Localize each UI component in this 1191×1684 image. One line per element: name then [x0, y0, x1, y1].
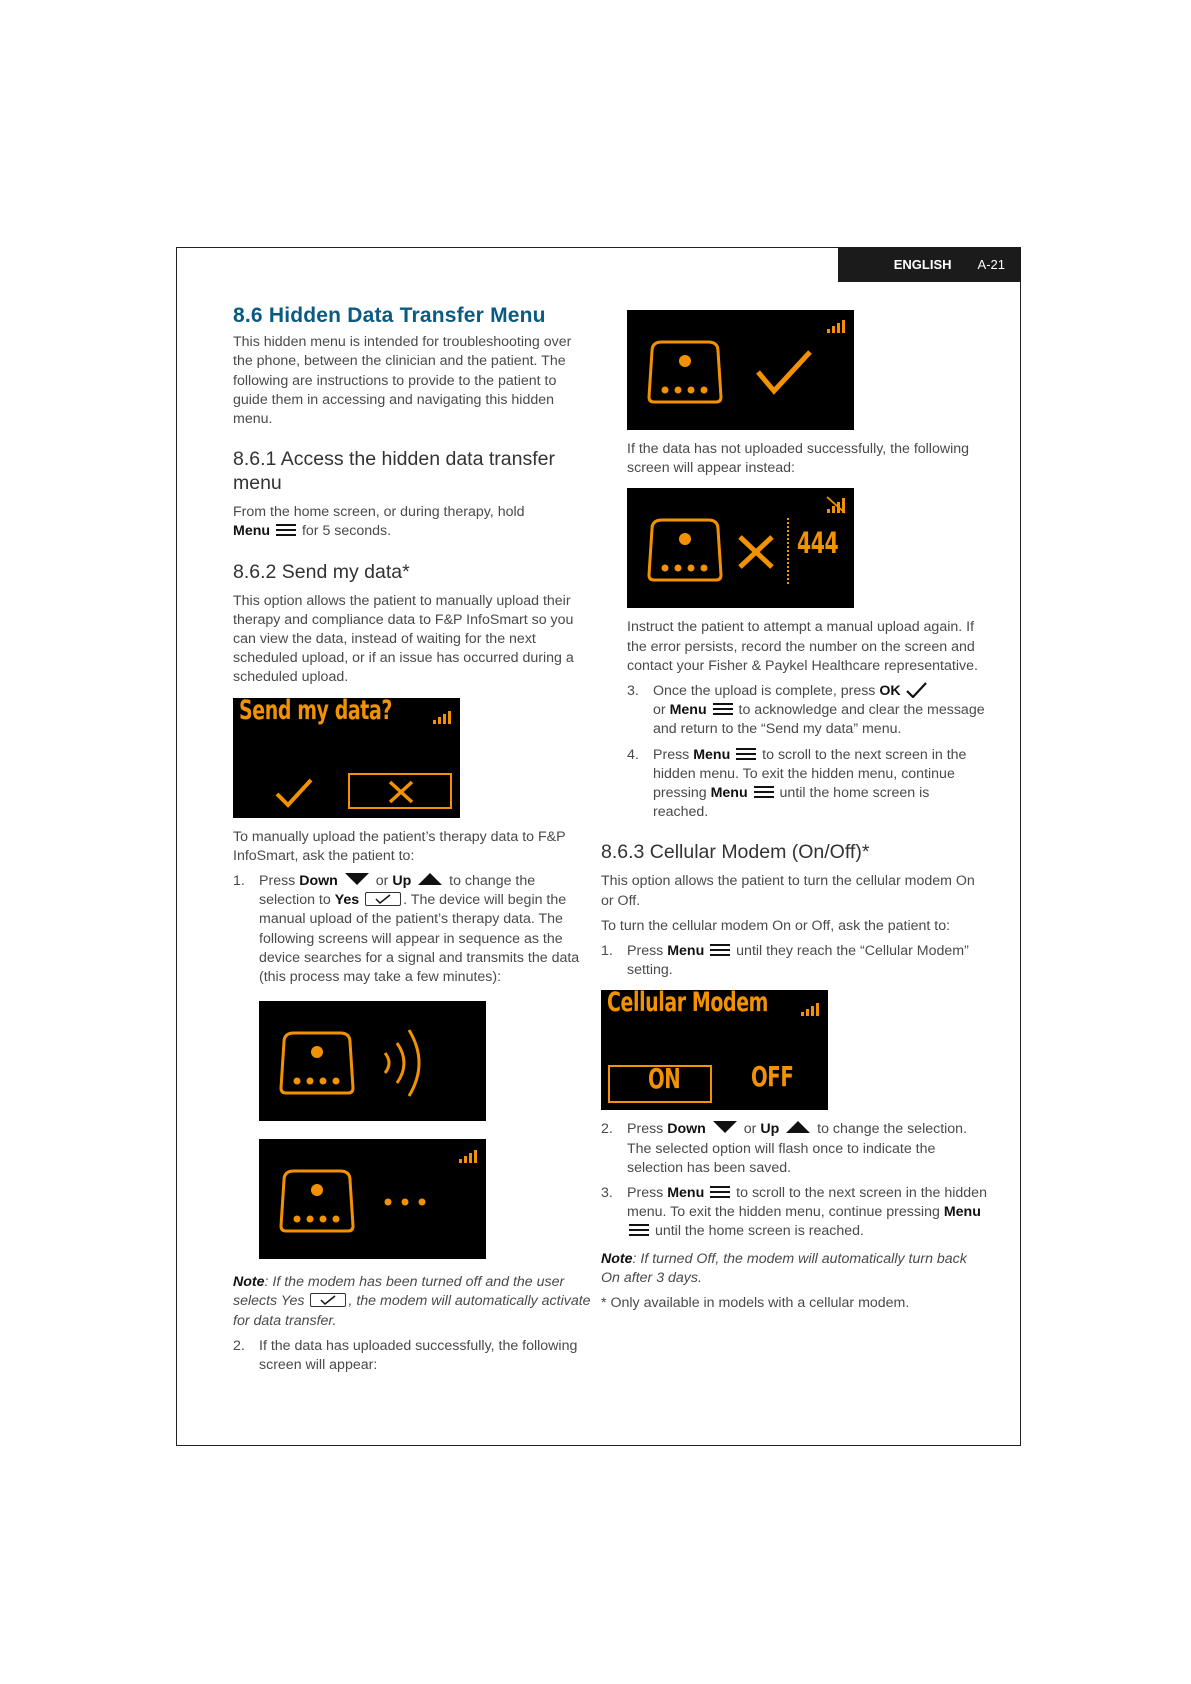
- signal-strength-icon: [433, 711, 451, 724]
- subsection-863-body: [601, 872, 987, 1313]
- subsection-862-intro: This option allows the patient to manually upload their therapy and compliance data to F&P InfoSmart so you can view the data, instead of waiting for the next scheduled upload, or if an issue has occurred during a scheduled upload.: [233, 592, 574, 686]
- no-signal-icon: [826, 496, 846, 514]
- send-my-data-screen-title: Send my data?: [239, 694, 392, 726]
- device-icon: [646, 339, 724, 405]
- menu-icon: [710, 1186, 730, 1198]
- upload-success-screen: [627, 310, 854, 430]
- up-arrow-icon: [418, 873, 442, 885]
- modem-step-3: 3. Press Menu to scroll to the next screen in the hidden menu. To exit the hidden menu, continue pressing Menu until the home screen is reached.: [601, 1185, 987, 1240]
- section-title: 8.6 Hidden Data Transfer Menu: [233, 304, 546, 327]
- selected-on-box: [608, 1062, 712, 1103]
- footnote: * Only available in models with a cellular modem.: [601, 1295, 910, 1312]
- yes-check-button-icon: [365, 892, 401, 906]
- subsection-863-intro: This option allows the patient to turn the cellular modem On or Off.: [601, 873, 975, 909]
- signal-strength-icon: [827, 320, 845, 333]
- upload-failure-screen: [627, 488, 854, 608]
- selected-no-box: [348, 773, 452, 809]
- send-data-step-1: 1. Press Down or Up to change the selection to Yes . The device will begin the manual upload of the patient’s therapy data. The following screens will appear in sequence as the device searches for a signal and transmits the data (this process may take a few minutes):: [233, 873, 580, 986]
- send-my-data-screen: [233, 694, 460, 818]
- cross-icon: [388, 780, 414, 804]
- signal-strength-icon: [801, 1003, 819, 1016]
- subsection-863-title: 8.6.3 Cellular Modem (On/Off)*: [601, 841, 870, 864]
- intro-text: This hidden menu is intended for troubleshooting over the phone, between the clinician and the patient. The following are instructions to provide to the patient to guide them in accessing and navigating this hidden menu.: [233, 334, 572, 428]
- down-arrow-icon: [713, 1121, 737, 1133]
- screen-divider: [787, 518, 789, 584]
- modem-steps: [601, 942, 987, 980]
- checkmark-icon: [275, 778, 313, 808]
- send-data-steps-continued: [233, 1337, 593, 1375]
- searching-signal-screen: [259, 1001, 486, 1121]
- send-data-step-4: 4. Press Menu to scroll to the next screen in the hidden menu. To exit the hidden menu, continue pressing Menu until the home screen is reached.: [627, 746, 967, 821]
- menu-icon: [736, 748, 756, 760]
- send-data-steps-final: [627, 682, 987, 822]
- send-data-step-3: 3. Once the upload is complete, press OK or Menu to acknowledge and clear the message and return to the “Send my data” menu.: [627, 683, 985, 738]
- subsection-861-text: From the home screen, or during therapy, hold Menu for 5 seconds.: [233, 504, 525, 540]
- progress-dots-icon: [383, 1197, 433, 1207]
- device-icon: [278, 1168, 356, 1234]
- modem-auto-on-note: Note: If turned Off, the modem will automatically turn back On after 3 days.: [601, 1250, 967, 1286]
- menu-icon: [276, 524, 296, 536]
- left-column: [233, 306, 593, 1383]
- language-label: ENGLISH: [893, 257, 952, 272]
- signal-waves-icon: [381, 1026, 431, 1100]
- modem-step-2: 2. Press Down or Up to change the selection. The selected option will flash once to indicate the selection has been saved.: [601, 1121, 968, 1176]
- cross-icon: [737, 534, 775, 570]
- modem-steps-continued: [601, 1120, 987, 1241]
- checkmark-icon: [755, 348, 813, 396]
- modem-step-1: 1. Press Menu until they reach the “Cellular Modem” setting.: [601, 943, 969, 979]
- cellular-modem-screen-title: Cellular Modem: [607, 987, 769, 1019]
- up-arrow-icon: [786, 1121, 810, 1133]
- page-header-tab: [838, 247, 1021, 282]
- send-data-steps: [233, 872, 593, 987]
- transmitting-data-screen: [259, 1139, 486, 1259]
- menu-icon: [754, 786, 774, 798]
- off-label: OFF: [751, 1060, 794, 1094]
- error-code: 444: [797, 526, 839, 561]
- send-data-step-2: 2. If the data has uploaded successfully, the following screen will appear:: [233, 1337, 578, 1374]
- yes-check-button-icon: [310, 1293, 346, 1307]
- down-arrow-icon: [345, 873, 369, 885]
- menu-icon: [713, 703, 733, 715]
- page-number: A-21: [977, 257, 1005, 272]
- ok-check-icon: [905, 682, 927, 698]
- on-label: ON: [648, 1062, 681, 1096]
- right-column: [601, 310, 987, 1319]
- manual-upload-intro: To manually upload the patient’s therapy data to F&P InfoSmart, ask the patient to:: [233, 828, 566, 864]
- signal-strength-icon: [459, 1150, 477, 1163]
- device-icon: [278, 1030, 356, 1096]
- subsection-861-title: 8.6.1 Access the hidden data transfer menu: [233, 448, 555, 495]
- menu-icon: [629, 1224, 649, 1236]
- cellular-modem-screen: [601, 987, 828, 1110]
- subsection-862-title: 8.6.2 Send my data*: [233, 560, 410, 583]
- device-icon: [646, 517, 724, 583]
- modem-note: Note: If the modem has been turned off and the user selects Yes , the modem will automatically activate for data transfer.: [233, 1274, 591, 1329]
- retry-instruction: Instruct the patient to attempt a manual upload again. If the error persists, record the number on the screen and contact your Fisher & Paykel Healthcare representative.: [627, 619, 978, 674]
- subsection-863-ask: To turn the cellular modem On or Off, ask the patient to:: [601, 917, 951, 934]
- upload-fail-text: If the data has not uploaded successfully, the following screen will appear instead:: [627, 441, 970, 477]
- menu-icon: [710, 944, 730, 956]
